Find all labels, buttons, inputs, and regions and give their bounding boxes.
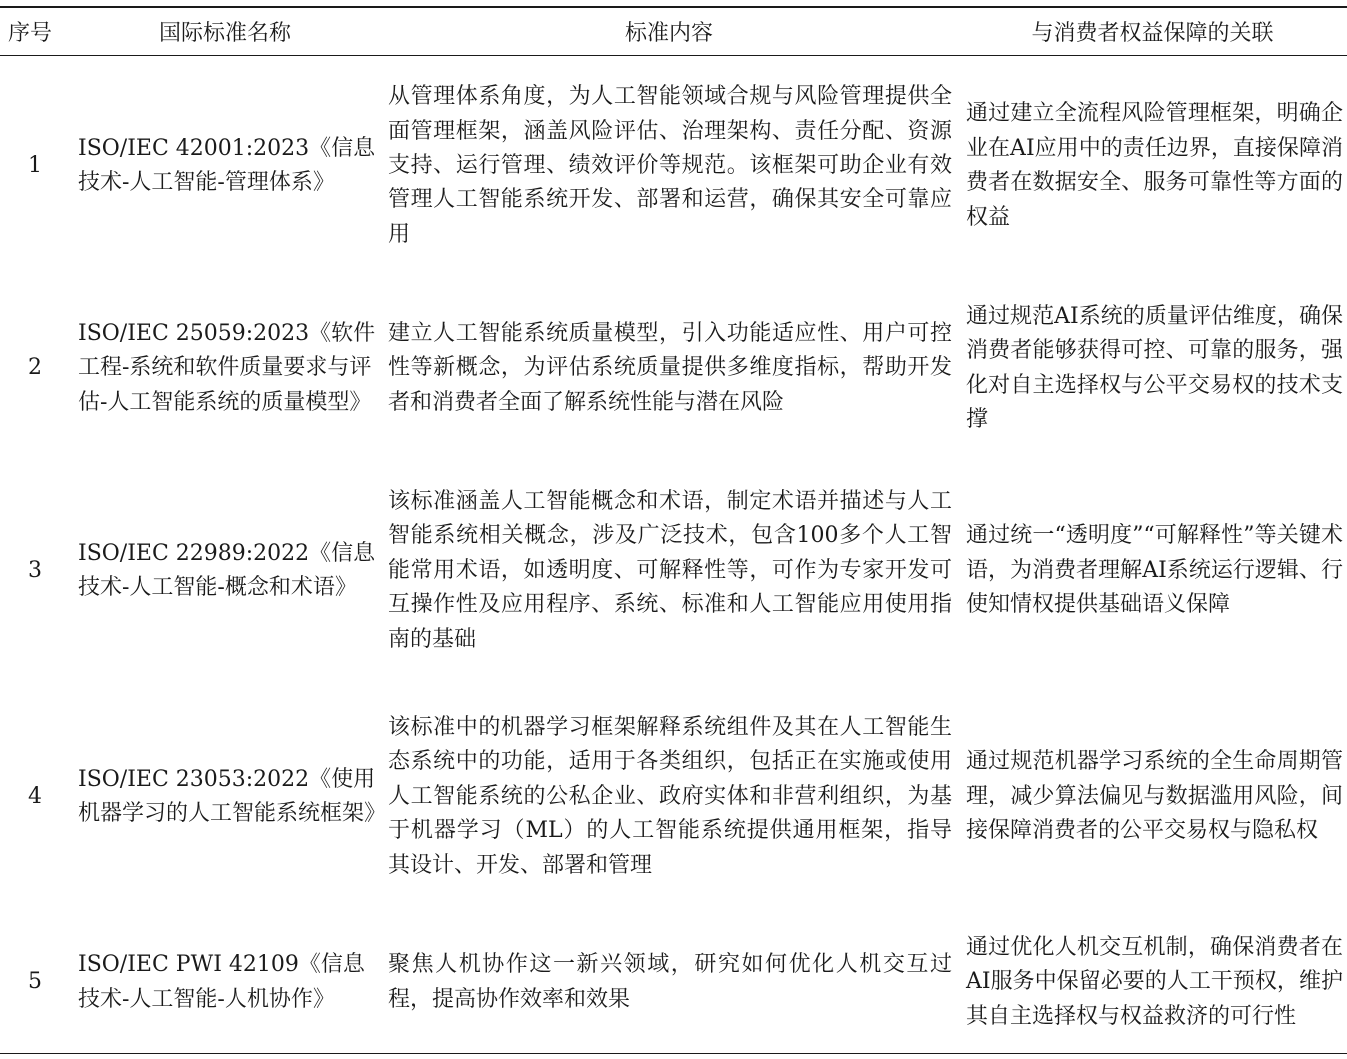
standard-name: ISO/IEC 23053:2022《使用机器学习的人工智能系统框架》	[78, 766, 387, 826]
standard-content: 建立人工智能系统质量模型，引入功能适应性、用户可控性等新概念，为评估系统质量提供多维度指标，帮助开发者和消费者全面了解系统性能与潜在风险	[388, 320, 952, 415]
standard-name: ISO/IEC PWI 42109《信息技术-人工智能-人机协作》	[78, 952, 365, 1012]
table-row	[0, 460, 1347, 682]
header-name: 国际标准名称	[70, 7, 380, 55]
standards-table	[0, 6, 1347, 1053]
row-index: 4	[28, 783, 42, 809]
standard-name: ISO/IEC 25059:2023《软件工程-系统和软件质量要求与评估-人工智能系统的质量模型》	[78, 320, 376, 415]
table-bottom-rule	[0, 1053, 1347, 1054]
row-index: 2	[28, 355, 42, 381]
consumer-relation: 通过优化人机交互机制，确保消费者在AI服务中保留必要的人工干预权，维护其自主选择权与权益救济的可行性	[966, 934, 1343, 1029]
row-index: 5	[28, 969, 42, 995]
consumer-relation: 通过规范机器学习系统的全生命周期管理，减少算法偏见与数据滥用风险，间接保障消费者的公平交易权与隐私权	[966, 749, 1343, 844]
row-index: 3	[28, 557, 42, 583]
header-relation: 与消费者权益保障的关联	[958, 7, 1347, 55]
table-row	[0, 277, 1347, 460]
standard-content: 聚焦人机协作这一新兴领域，研究如何优化人机交互过程，提高协作效率和效果	[388, 952, 952, 1012]
header-row	[0, 7, 1347, 55]
standard-content: 从管理体系角度，为人工智能领域合规与风险管理提供全面管理框架，涵盖风险评估、治理架构、责任分配、资源支持、运行管理、绩效评价等规范。该框架可助企业有效管理人工智能系统开发、部署和运营，确保其安全可靠应用	[388, 84, 952, 247]
table-row	[0, 912, 1347, 1053]
consumer-relation: 通过建立全流程风险管理框架，明确企业在AI应用中的责任边界，直接保障消费者在数据安全、服务可靠性等方面的权益	[966, 101, 1343, 230]
table-header	[0, 7, 1347, 55]
consumer-relation: 通过规范AI系统的质量评估维度，确保消费者能够获得可控、可靠的服务，强化对自主选择权与公平交易权的技术支撑	[966, 303, 1343, 432]
standard-content: 该标准涵盖人工智能概念和术语，制定术语并描述与人工智能系统相关概念，涉及广泛技术，包含100多个人工智能常用术语，如透明度、可解释性等，可作为专家开发可互操作性及应用程序、系统、标准和人工智能应用使用指南的基础	[388, 488, 952, 652]
consumer-relation: 通过统一“透明度”“可解释性”等关键术语，为消费者理解AI系统运行逻辑、行使知情权提供基础语义保障	[966, 523, 1343, 618]
standard-name: ISO/IEC 42001:2023《信息技术-人工智能-管理体系》	[78, 135, 376, 196]
header-content: 标准内容	[380, 7, 958, 55]
table-row	[0, 682, 1347, 912]
table-body	[0, 55, 1347, 1053]
standard-name: ISO/IEC 22989:2022《信息技术-人工智能-概念和术语》	[78, 540, 376, 600]
header-index: 序号	[0, 7, 70, 55]
row-index: 1	[28, 153, 42, 179]
standard-content: 该标准中的机器学习框架解释系统组件及其在人工智能生态系统中的功能，适用于各类组织，包括正在实施或使用人工智能系统的公私企业、政府实体和非营利组织，为基于机器学习（ML）的人工智能系统提供通用框架，指导其设计、开发、部署和管理	[388, 714, 952, 878]
table-row	[0, 55, 1347, 277]
